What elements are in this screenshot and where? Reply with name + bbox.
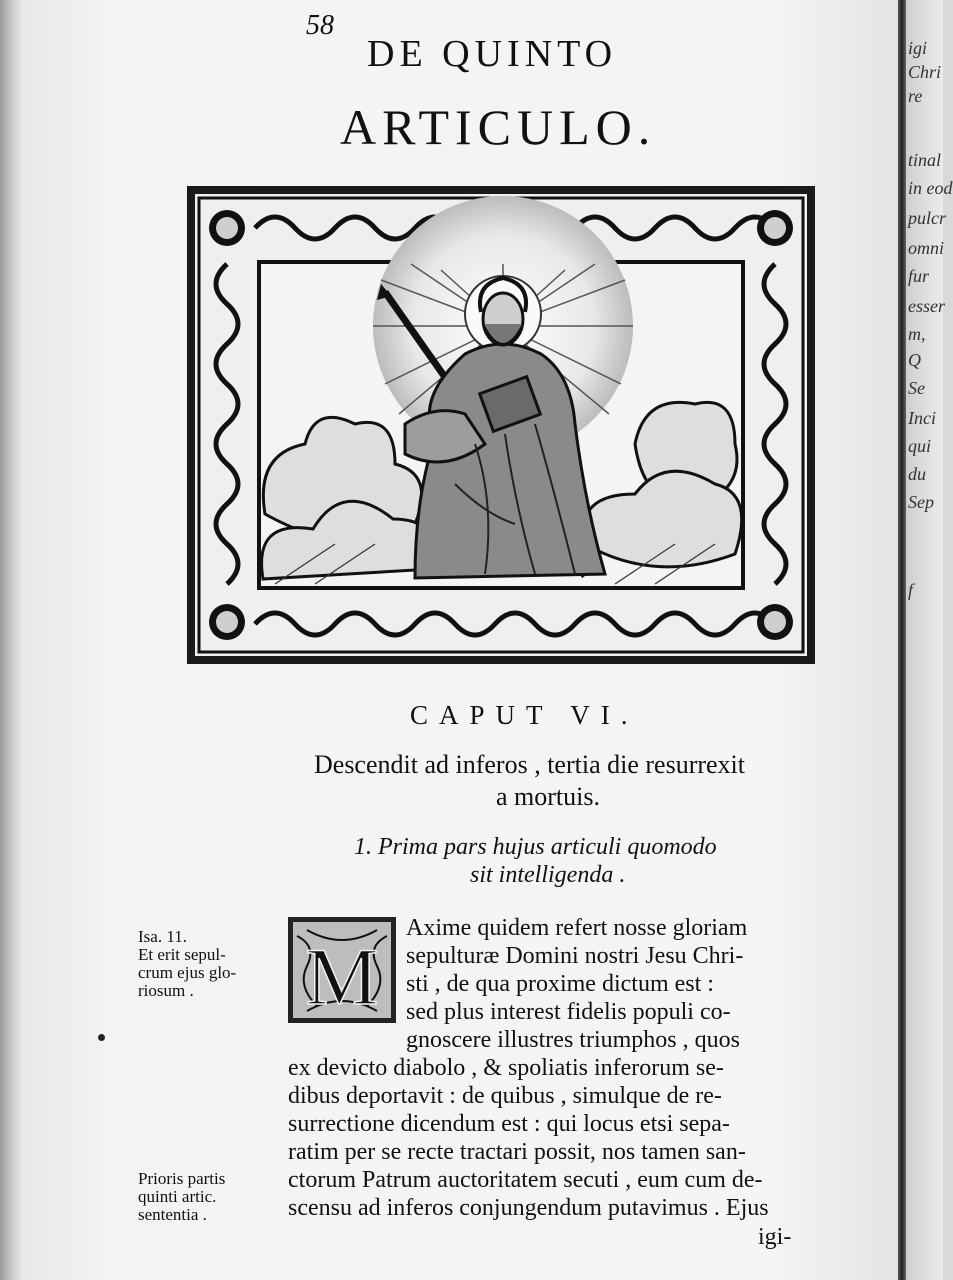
body-text-line: scensu ad inferos conjungendum putavimus . Ejus [288,1195,769,1221]
adjacent-fragment: in eod [908,178,953,198]
body-text-line: ex devicto diabolo , & spoliatis inferorum se- [288,1055,724,1081]
catchword: igi- [758,1224,792,1250]
adjacent-fragment: Se [908,378,925,398]
adjacent-fragment: qui [908,436,932,456]
margin-note-line: Isa. 11. [138,927,187,946]
adjacent-fragment: Chri [908,62,942,82]
body-text-line: ctorum Patrum auctoritatem secuti , eum cum de- [288,1167,763,1193]
body-text-line: dibus deportavit : de quibus , simulque de re- [288,1083,722,1109]
body-text-line: ratim per se recte tractari possit, nos tamen san- [288,1139,746,1165]
adjacent-fragment: fur [908,266,930,286]
page-number: 58 [306,10,334,41]
chapter-heading: CAPUT VI. [410,700,639,730]
adjacent-fragment: igi [908,38,928,58]
margin-note-line: riosum . [138,981,194,1000]
drop-cap-letter: M [305,931,379,1022]
margin-note-line: Prioris partis [138,1169,226,1188]
adjacent-fragment: du [908,464,926,484]
title-line-2: ARTICULO. [340,99,657,155]
margin-note-line: quinti artic. [138,1187,217,1206]
section-heading-line-1: 1. Prima pars hujus articuli quomodo [354,834,717,860]
adjacent-fragment: tinal [908,150,942,170]
book-spine [898,0,906,1280]
adjacent-fragment: Sep [908,492,934,512]
adjacent-page-edge [906,0,953,1280]
adjacent-fragment: Q [908,350,921,370]
margin-note-line: sententia . [138,1205,207,1224]
left-gutter [0,0,22,1280]
body-text-line: sepulturæ Domini nostri Jesu Chri- [406,943,744,969]
adjacent-fragment: pulcr [908,208,946,228]
section-heading-line-2: sit intelligenda . [470,862,626,888]
ornamental-drop-cap [287,916,397,1024]
adjacent-fragment: m, [908,324,926,344]
adjacent-fragment: Inci [908,408,936,428]
margin-note-line: crum ejus glo- [138,963,237,982]
body-text-line: gnoscere illustres triumphos , quos [406,1027,740,1053]
body-text-line: Axime quidem refert nosse gloriam [406,915,748,941]
adjacent-fragment: re [908,86,923,106]
body-text-line: sed plus interest fidelis populi co- [406,999,731,1025]
title-line-1: DE QUINTO [367,33,618,75]
adjacent-fragment: esser [908,296,945,316]
body-text-line: surrectione dicendum est : qui locus etsi sepa- [288,1111,730,1137]
chapter-subtitle-line-2: a mortuis. [496,782,600,811]
margin-note-line: Et erit sepul- [138,945,226,964]
adjacent-fragment: f [908,580,914,600]
margin-bullet [98,1034,105,1041]
body-text-line: sti , de qua proxime dictum est : [406,971,714,997]
adjacent-fragment: omni [908,238,944,258]
saint-with-staff-on-clouds-woodcut [185,184,817,666]
chapter-subtitle-line-1: Descendit ad inferos , tertia die resurrexit [314,750,745,779]
